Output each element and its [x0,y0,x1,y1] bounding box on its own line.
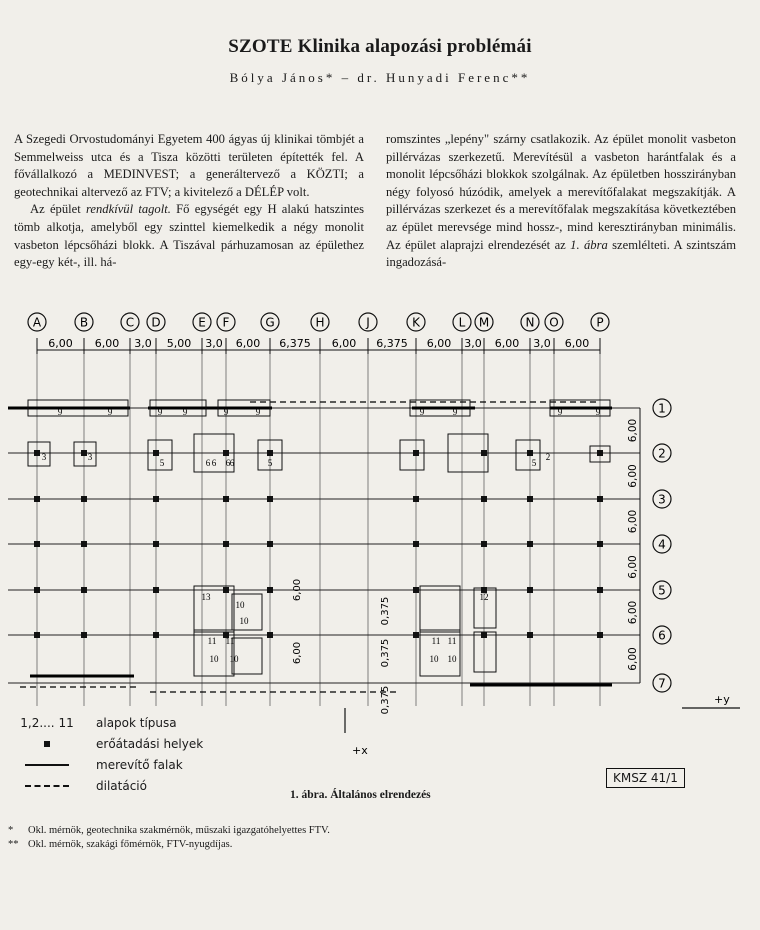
foundation-type-mark: 10 [429,654,439,664]
foundation-type-mark: 11 [207,636,217,646]
load-point [597,450,603,456]
column-spacing-label: 6,00 [426,337,452,350]
row-spacing-label: 6,00 [627,418,639,443]
foundation-type-mark: 10 [229,654,239,664]
column-axis-label: L [458,315,466,330]
load-point [153,450,159,456]
wall-line-symbol [25,764,69,766]
foundation-type-mark: 5 [531,458,537,468]
load-point [267,587,273,593]
load-point [153,587,159,593]
inner-dimension-label: 0,375 [380,638,391,668]
text-column-left [14,131,364,272]
column-axis-label: E [198,315,206,330]
load-point [81,541,87,547]
load-point [597,632,603,638]
figure-caption: 1. ábra. Általános elrendezés [290,789,431,801]
load-point [153,632,159,638]
load-point [481,450,487,456]
column-spacing-label: 3,0 [533,337,551,350]
column-spacing-label: 3,0 [464,337,482,350]
foundation-type-mark: 3 [87,452,93,462]
text-run: Fő egységét egy H alakú hatszintes tömb alkotja, amelyből egy szinttel kiemelkedik a négy monolit vasbeton lépcsőházi blokk. A Tiszával párhuzamosan az épülethez egy-egy két-, ill. há- [14,202,364,270]
text-run: Az épület [30,202,86,217]
legend-label: merevítő falak [96,757,183,772]
text-run: szemlélteti. A szintszám ingadozásá- [386,237,736,270]
load-point [81,450,87,456]
foundation-type-mark: 9 [557,407,563,417]
load-point [481,496,487,502]
foundation-type-mark: 11 [431,636,441,646]
foundation-type-mark: 11 [225,636,235,646]
column-axis-label: F [222,315,230,330]
drawing-code: KMSZ 41/1 [606,768,685,788]
row-axis-label: 1 [658,401,666,416]
legend-row-walls [12,754,242,775]
foundation-type-mark: 3 [41,452,47,462]
footnote [8,838,330,852]
legend-key [12,741,82,747]
column-spacing-label: 6,00 [494,337,520,350]
row-axis-label: 3 [658,492,666,507]
legend-row-dilation [12,775,242,796]
column-axis-label: D [151,315,161,330]
foundation-type-mark: 10 [235,600,245,610]
row-axis-label: 7 [658,676,666,691]
text-run: romszintes „lepény" szárny csatlakozik. Az épület monolit vasbeton pillérvázas szerkezetű. Merevítésül a vasbeton harántfalak és a monolit lépcsőházi blokkok szolgálnak. Az épületben hosszirányban négy folyosó húzódik, amelyek a merevítőfalakat megszakítják. A pillérvázas szerkezet és a merevítőfalak megszakítása következtében az épület merevsége mind hossz-, mind keresztirányban minimális. Az épület alaprajzi elrendezését az [386,132,736,252]
column-spacing-label: 6,00 [48,337,73,350]
paragraph: A Szegedi Orvostudományi Egyetem 400 ágyas új klinikai tömbjét a Semmelweiss utca és a Tisza közötti területen építették fel. A fővállalkozó a MEDINVEST; a generáltervező a KÖZTI; a geotechnikai altervező az FTV; a kivitelező a DÉLÉP volt. [14,132,364,199]
foundation-type-mark: 6 [229,458,235,468]
y-axis-label: +y [714,693,730,706]
column-spacing-label: 6,00 [235,337,261,350]
legend-row-types [12,712,242,733]
footnote [8,824,330,838]
load-point [413,632,419,638]
load-point [81,632,87,638]
foundation-type-mark: 5 [267,458,273,468]
foundation-type-mark: 11 [447,636,457,646]
load-point [34,587,40,593]
load-point [527,541,533,547]
column-axis-label: O [549,315,559,330]
foundation-type-mark: 9 [255,407,261,417]
load-point [527,496,533,502]
foundation-type-mark: 10 [239,616,249,626]
foundation-type-mark: 2 [545,452,551,462]
row-spacing-label: 6,00 [627,464,639,488]
foundation-type-mark: 6 [211,458,217,468]
inner-dimension-label: 0,375 [380,685,391,715]
load-point [81,587,87,593]
foundation-type-mark: 6 [205,458,211,468]
load-point [34,632,40,638]
foundation-type-mark: 9 [595,407,601,417]
foundation-type-mark: 5 [159,458,165,468]
load-point [597,541,603,547]
dilation-line-symbol [25,785,69,787]
load-point [267,541,273,547]
foundation-type-mark: 9 [157,407,163,417]
load-point [267,450,273,456]
emphasis: rendkívül tagolt. [85,202,171,217]
foundation-footing [420,586,460,632]
column-axis-label: P [596,315,604,330]
load-point [81,496,87,502]
column-axis-label: N [525,315,535,330]
foundation-type-mark: 12 [479,592,489,602]
load-point [267,496,273,502]
load-point [527,632,533,638]
legend-label: alapok típusa [96,715,177,730]
foundation-type-mark: 10 [209,654,219,664]
footnote-mark: * [8,825,14,836]
legend-label: dilatáció [96,778,147,793]
foundation-type-mark: 6 [225,458,231,468]
load-point [597,496,603,502]
foundation-footing [400,440,424,470]
load-point [34,496,40,502]
load-point [34,541,40,547]
legend-key-text: 1,2.... 11 [20,715,74,730]
load-point [223,541,229,547]
load-point [597,587,603,593]
column-spacing-label: 6,375 [376,337,408,350]
load-point [223,496,229,502]
inner-dimension-label: 6,00 [292,641,303,665]
load-point [527,587,533,593]
paragraph [14,201,364,271]
load-point [267,632,273,638]
foundation-type-mark: 9 [182,407,188,417]
column-spacing-label: 6,375 [279,337,311,350]
row-spacing-label: 6,00 [627,647,639,671]
foundation-type-mark: 9 [452,407,458,417]
row-spacing-label: 6,00 [627,600,639,625]
column-spacing-label: 6,00 [94,337,120,350]
load-point [34,450,40,456]
load-point [413,496,419,502]
column-axis-label: K [412,315,420,330]
legend-key [12,764,82,766]
load-point [481,632,487,638]
load-point [527,450,533,456]
column-spacing-label: 6,00 [564,337,590,350]
legend-key [12,785,82,787]
column-spacing-label: 5,00 [166,337,192,350]
legend-key [12,716,82,730]
load-point [153,541,159,547]
row-spacing-label: 6,00 [627,509,639,534]
column-axis-label: M [478,315,490,330]
load-point [223,450,229,456]
legend-label: erőátadási helyek [96,736,204,751]
row-spacing-label: 6,00 [627,555,639,579]
foundation-type-mark: 10 [447,654,457,664]
column-spacing-label: 6,00 [331,337,357,350]
foundation-type-mark: 9 [223,407,229,417]
column-spacing-label: 3,0 [134,337,152,350]
column-axis-label: J [366,315,370,330]
footnote-text: Okl. mérnök, geotechnika szakmérnök, műszaki igazgatóhelyettes FTV. [28,825,330,836]
row-axis-label: 2 [658,446,666,461]
load-point [481,541,487,547]
column-axis-label: B [79,315,89,330]
emphasis: 1. ábra [570,237,608,252]
x-axis-label: +x [352,744,368,757]
footnotes [8,824,330,852]
legend-row-load [12,733,242,754]
footnote-mark: ** [8,839,19,850]
load-point [413,587,419,593]
load-point [153,496,159,502]
column-axis-label: G [265,315,275,330]
legend [12,712,242,796]
paragraph [386,131,736,272]
inner-dimension-label: 6,00 [292,578,303,602]
row-axis-label: 5 [658,583,666,598]
load-point [413,541,419,547]
column-axis-label: C [125,315,135,330]
row-axis-label: 4 [658,537,666,552]
text-column-right [386,131,736,272]
article-title: SZOTE Klinika alapozási problémái [228,36,532,57]
column-spacing-label: 3,0 [205,337,223,350]
foundation-type-mark: 9 [57,407,63,417]
footnote-text: Okl. mérnök, szakági főmérnök, FTV-nyugdíjas. [28,839,233,850]
foundation-type-mark: 13 [201,592,211,602]
article-authors: Bólya János* – dr. Hunyadi Ferenc** [229,70,531,85]
column-axis-label: A [32,315,42,330]
row-axis-label: 6 [658,628,666,643]
load-point [413,450,419,456]
foundation-type-mark: 9 [107,407,113,417]
column-axis-label: H [315,315,325,330]
load-point-symbol [44,741,50,747]
load-point [223,587,229,593]
inner-dimension-label: 0,375 [380,596,391,626]
foundation-type-mark: 9 [419,407,425,417]
